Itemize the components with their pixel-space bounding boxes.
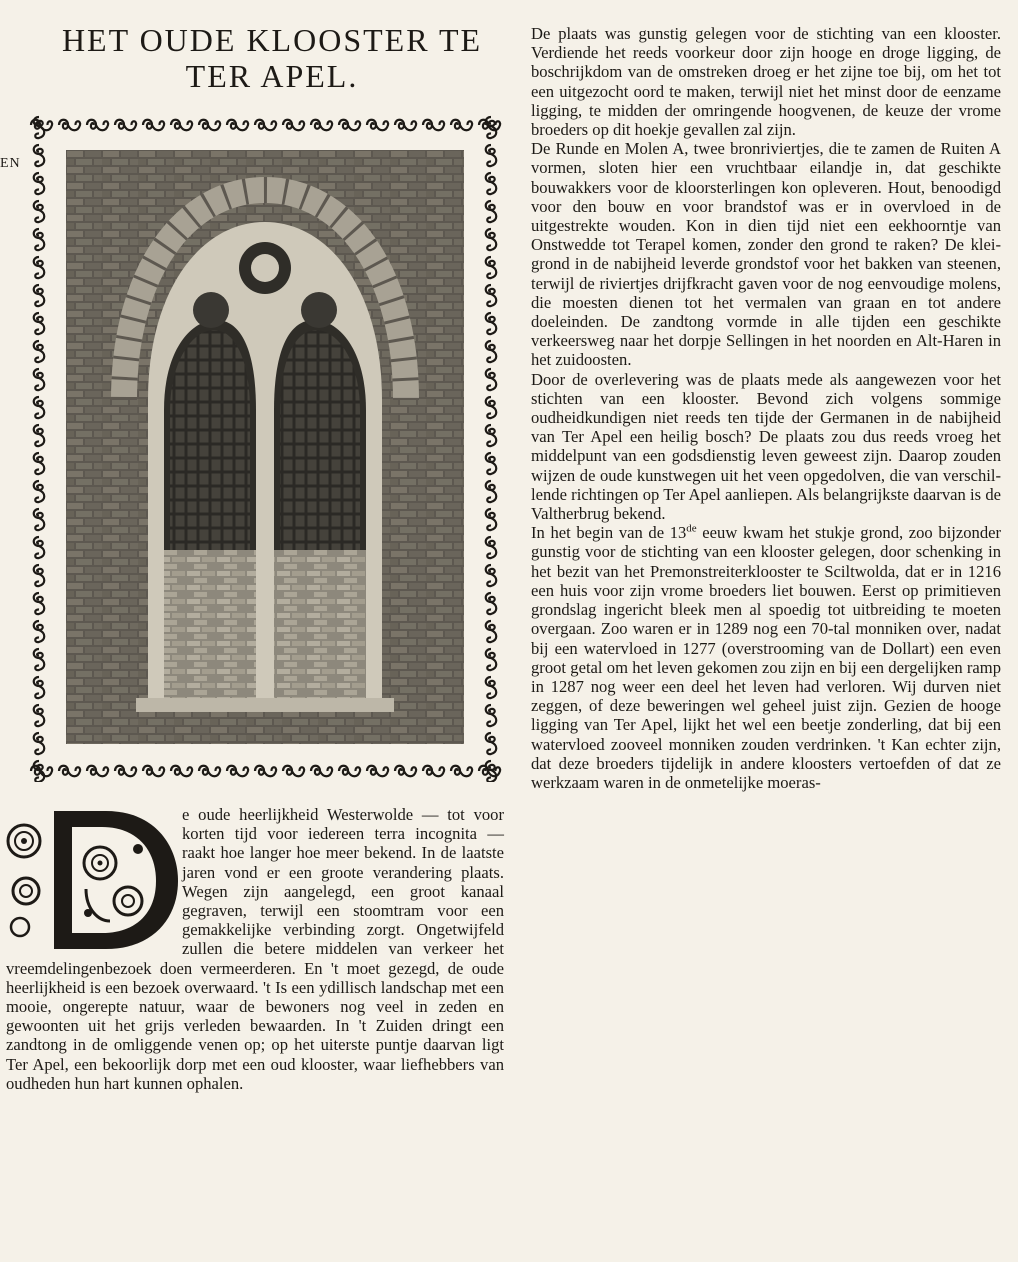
paragraph-4-start: In het begin van de 13 <box>531 523 687 543</box>
ornamental-photo-frame <box>28 114 502 782</box>
dropcap-ornament <box>2 805 178 953</box>
title-line-1: HET OUDE KLOOSTER TE <box>61 22 483 58</box>
intro-paragraph: e oude heerlijkheid Westerwolde — tot voor korten tijd voor iedereen terra incognita — raakt hoe langer hoe meer bekend. In de laatste jaren vond er een groote verandering plaats. Wegen zijn aangelegd, een groot kanaal gegraven, terwijl een stoomtram voor een gemakkelijke verbinding zorgt. Ongetwijfeld zullen die betere middelen van verkeer het vreemdelingenbezoek doen vermeerderen. En 't moet gezegd, de oude heerlijkheid is een bezoek overwaard. 't Is een ydillisch landschap met een mooie, ongerepte natuur, waar de bewoners nog veel in zeden en gewoonten uit het grijs verleden bewaarden. In 't Zuiden dringt een zandtong in de omliggende venen op; op het uiterste puntje daarvan ligt Ter Apel, een bekoorlijk dorp met een oud klooster, waar liefhebbers van oudheden hun hart kunnen ophalen. <box>6 805 504 1093</box>
article-title <box>22 22 522 94</box>
ornament-border-left <box>28 114 50 782</box>
ornament-border-right <box>480 114 502 782</box>
window-illustration <box>66 150 464 744</box>
paragraph-2: De Runde en Molen A, twee bronriviertjes, die te zamen de Ruiten A vormen, sloten hier een vruchtbaar eilandje in, dat geschikte bouwakkers voor de kloorsterlingen kon opleveren. Hout, benoodigd voor den bouw en voor brandstof was er in overvloed in de uitgestrekte wouden. Kon in dien tijd niet een eekhoorntje van Onstwedde tot Terapel komen, zonder den grond te raken? De kleigrond in de nabijheid leverde grondstof voor het bakken van steenen, terwijl de riviertjes drijfkracht gaven voor de nog eenvoudige molens, die moesten dienen tot het vermalen van graan en tot andere doeleinden. De zandtong vormde in alle tijden een geschikte verkeersweg naar het dorpje Sellingen in het noorden en Alt-Haren in het zuidoosten. <box>531 139 1001 370</box>
paragraph-4-rest: eeuw kwam het stukje grond, zoo bijzonder gunstig voor de stichting van een klooster gelegen, door schenking in het bezit van het Premonstreiterklooster te Sciltwolda, dat er in 1216 een huis voor zijn vrome broeders liet bouwen. Eerst op primitieven grondslag ingericht bleek men al spoedig tot uitbreiding te moeten overgaan. Zoo waren er in 1289 nog een 70-tal monniken over, nadat bij een watervloed in 1277 (overstrooming van de Dollart) een even groot getal om het leven gekomen zou zijn en bij een dergelijken ramp in 1287 nog weer een deel het leven had verloren. Wij durven niet zeggen, of deze beweringen wel geheel juist zijn. Gezien de hooge ligging van Ter Apel, lijkt het wel een beetje zonderling, dat bij een watervloed zooveel monniken zouden verdrinken. 't Kan echter zijn, dat deze broeders tijdelijk in andere kloosters vertoefden of dat ze werkzaam waren in de onmetelijke moeras- <box>531 523 1002 792</box>
paragraph-3: Door de overlevering was de plaats mede als aangewezen voor het stichten van een klooster. Bevond zich volgens sommige oudheidkundigen niet reeds ten tijde der Germanen in de nabijheid van Ter Apel een heilig bosch? De plaats zou dus reeds vroeg het middelpunt van een godsdienstig leven geweest zijn. Daarop zouden wijzen de oude kunstwegen uit het veen opgedolven, die van verschillende richtingen op Ter Apel aanliepen. Als belangrijkste daarvan is de Valtherbrug bekend. <box>531 369 1001 524</box>
title-line-2: TER APEL. <box>185 58 359 94</box>
decorated-dropcap <box>2 805 178 953</box>
paragraph-4 <box>531 523 1001 792</box>
ordinal-superscript: de <box>686 522 697 535</box>
gothic-window-photo <box>66 150 464 744</box>
ornament-border-top <box>28 114 502 136</box>
paragraph-1: De plaats was gunstig gelegen voor de stichting van een klooster. Verdiende het reeds voorkeur door zijn hooge en droge ligging, de boschrijkdom van de omstreken droeg er het zijne toe bij, om het tot een uitgezocht oord te maken, terwijl niet het minst door de eenzame ligging, te midden der omringende hoogvenen, de keuze der vrome broeders op dit hoekje gevallen zal zijn. <box>531 24 1001 140</box>
right-text-column <box>531 24 1001 792</box>
ornament-border-bottom <box>28 760 502 782</box>
left-text-column <box>6 805 504 1093</box>
margin-text-fragment: EN <box>0 156 21 171</box>
